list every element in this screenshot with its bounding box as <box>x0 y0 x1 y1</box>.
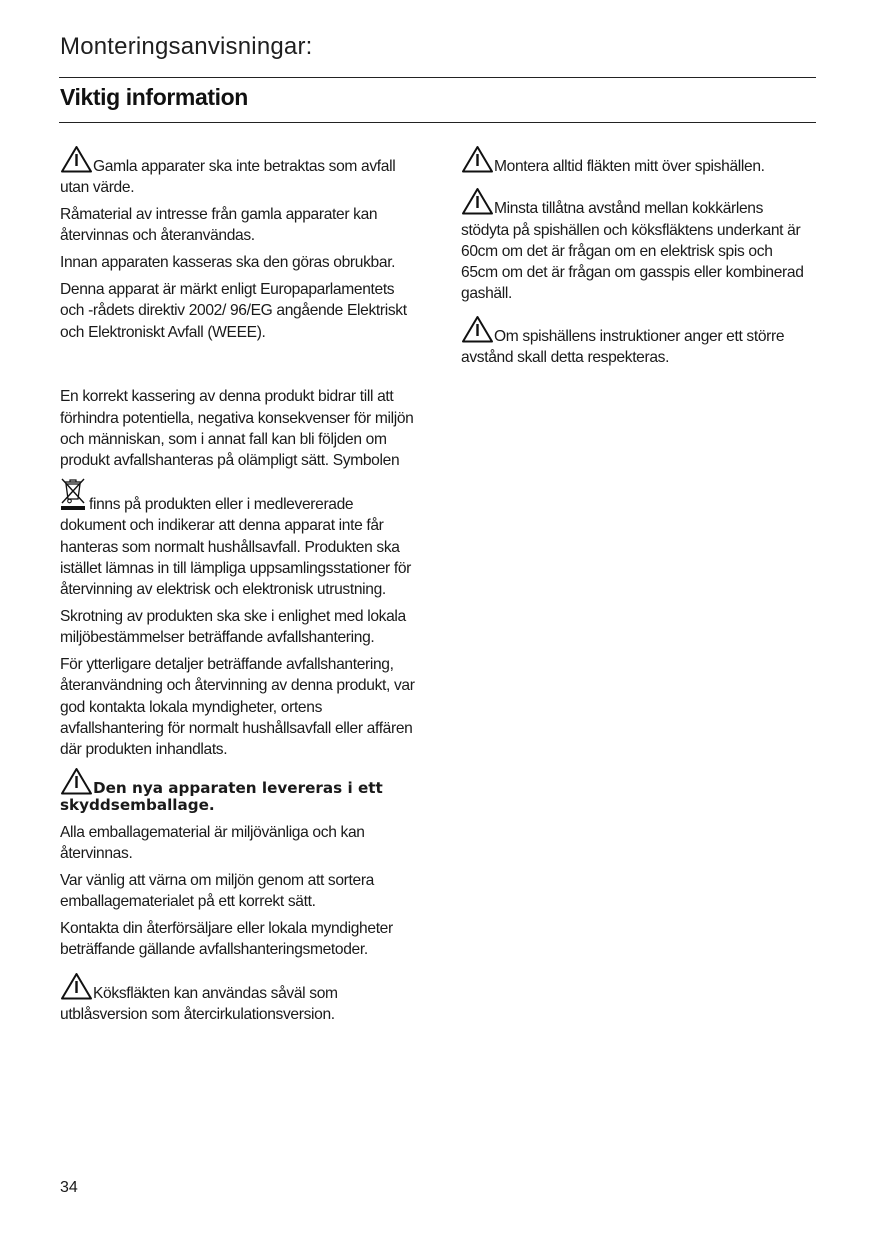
warning-triangle-icon <box>461 145 494 173</box>
page-number: 34 <box>60 1179 78 1196</box>
paragraph-make-unusable: Innan apparaten kasseras ska den göras obrukbar. <box>60 254 396 272</box>
paragraph-packaging-materials: Alla emballagematerial är miljövänliga och kan återvinnas. <box>60 823 365 862</box>
warning-triangle-icon <box>60 972 93 1000</box>
spacer <box>60 348 416 386</box>
warning-text-hood-versions: Köksfläkten kan användas såväl som utblåsversion som återcirkulationsversion. <box>60 984 338 1024</box>
warning-paragraph-hob-instructions <box>461 315 811 369</box>
warning-paragraph-packaging <box>60 767 416 814</box>
paragraph-correct-disposal: En korrekt kassering av denna produkt bidrar till att förhindra potentiella, negativa konsekvenser för miljön och människan, som i annat fall kan bli följden om produkt avfallshanteras på olämpligt sätt. Symbolen <box>60 388 414 470</box>
warning-text-min-distance: Minsta tillåtna avstånd mellan kokkärlens stödyta på spishällen och köksfläktens underkant är 60cm om det är frågan om en elektrisk spis och 65cm om det är frågan om gasspis eller kombinerad gashäll. <box>461 200 804 303</box>
warning-triangle-icon <box>461 187 494 215</box>
section-title: Viktig information <box>60 84 248 110</box>
warning-triangle-icon <box>60 145 93 173</box>
right-column <box>461 145 811 374</box>
paragraph-scrapping: Skrotning av produkten ska ske i enlighet med lokala miljöbestämmelser beträffande avfallshantering. <box>60 608 406 647</box>
warning-paragraph-old-appliances <box>60 145 416 199</box>
paragraph-weee-directive: Denna apparat är märkt enligt Europaparlamentets och -rådets direktiv 2002/ 96/EG angående Elektriskt och Elektroniskt Avfall (WEEE). <box>60 280 407 341</box>
warning-triangle-icon <box>461 315 494 343</box>
paragraph-symbol-meaning <box>60 477 416 600</box>
left-column <box>60 145 416 1031</box>
header-rule-bottom <box>59 122 816 123</box>
warning-paragraph-min-distance <box>461 187 811 304</box>
header-rule-top <box>59 77 816 78</box>
warning-paragraph-hood-versions <box>60 972 416 1026</box>
warning-triangle-icon <box>60 767 93 795</box>
crossed-out-wheelie-bin-icon <box>60 477 86 511</box>
paragraph-sort-packaging: Var vänlig att värna om miljön genom att sortera emballagematerialet på ett korrekt sätt. <box>60 871 374 911</box>
paragraph-contact-retailer: Kontakta din återförsäljare eller lokala myndigheter beträffande gällande avfallshanteringsmetoder. <box>60 919 393 959</box>
paragraph-further-details: För ytterligare detaljer beträffande avfallshantering, återanvändning och återvinning av denna produkt, var god kontakta lokala myndigheter, ortens avfallshantering för normalt hushållsavfall eller affären där produkten inhandlats. <box>60 656 415 759</box>
warning-text-hob-instructions: Om spishällens instruktioner anger ett större avstånd skall detta respekteras. <box>461 327 785 367</box>
warning-text-packaging: Den nya apparaten levereras i ett skyddsemballage. <box>60 778 383 814</box>
paragraph-raw-materials: Råmaterial av intresse från gamla apparater kan återvinnas och återanvändas. <box>60 206 378 245</box>
warning-text-mount-center: Montera alltid fläkten mitt över spishällen. <box>494 158 765 175</box>
warning-paragraph-mount-center <box>461 145 811 177</box>
symbol-meaning-text: finns på produkten eller i medlevererade dokument och indikerar att denna apparat inte får hanteras som normalt hushållsavfall. Produkten ska istället lämnas in till lämpliga uppsamlingsstationer för återvinning av elektrisk och elektronisk utrustning. <box>60 496 412 599</box>
warning-text-old-appliances: Gamla apparater ska inte betraktas som avfall utan värde. <box>60 158 396 197</box>
page-header-title: Monteringsanvisningar: <box>60 33 313 60</box>
